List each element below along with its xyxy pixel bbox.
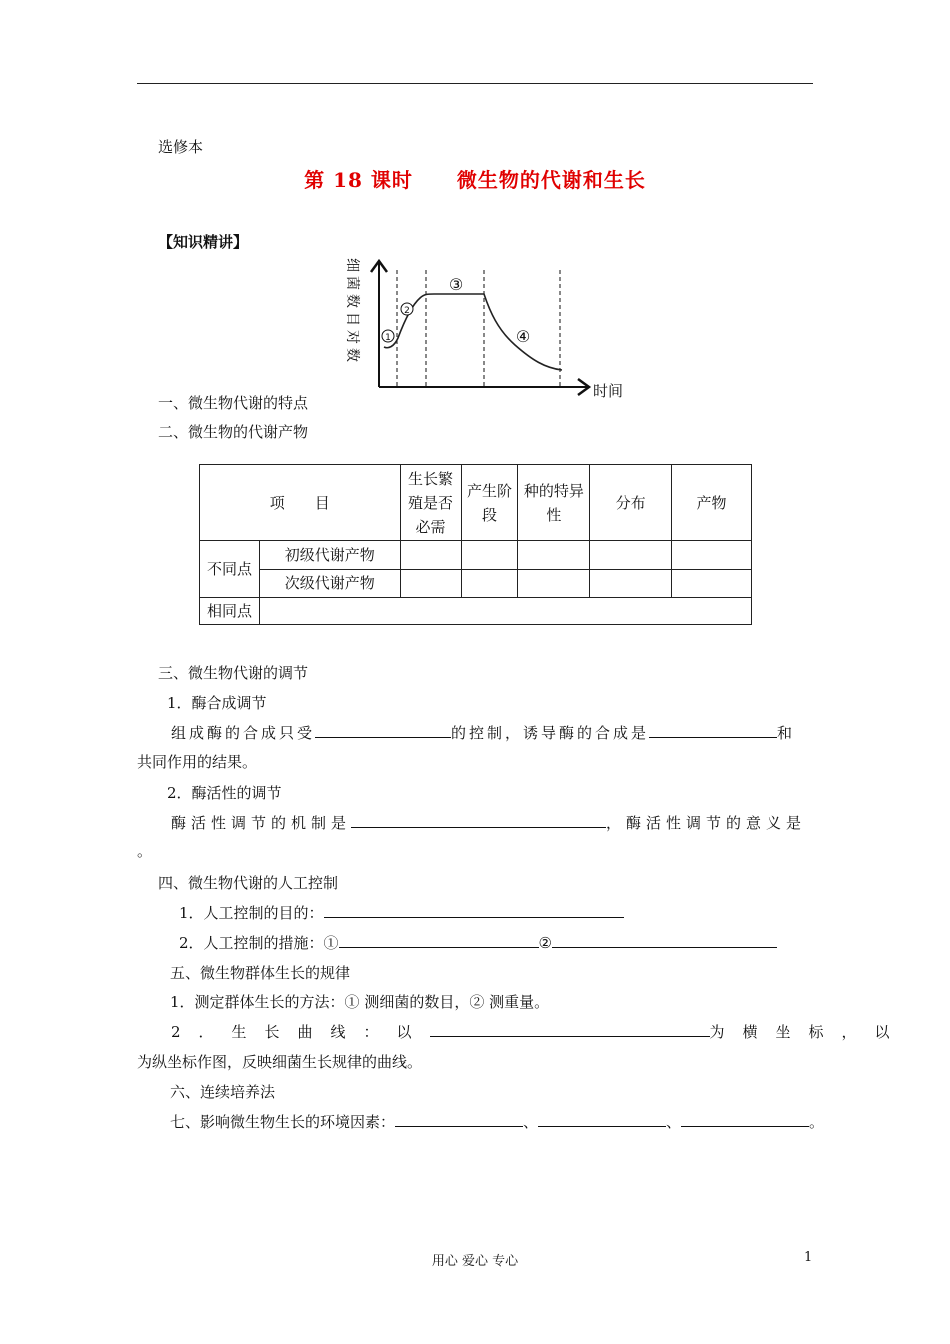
section-3: 三、微生物代谢的调节 xyxy=(158,664,309,682)
answer-blank xyxy=(339,933,539,948)
answer-blank xyxy=(395,1112,523,1127)
s5-para1: 1．测定群体生长的方法：① 测细菌的数目，② 测重量。 xyxy=(170,993,550,1011)
answer-blank xyxy=(552,933,777,948)
growth-curve-diagram xyxy=(340,250,640,400)
cell xyxy=(259,597,751,624)
col-header-stage: 产生阶 段 xyxy=(461,465,518,541)
answer-blank xyxy=(649,723,777,738)
page-number: 1 xyxy=(804,1250,813,1265)
answer-blank xyxy=(681,1112,809,1127)
phase-label-1: 1 xyxy=(385,333,391,343)
col-header-product: 产物 xyxy=(672,465,752,541)
s3-para2-cont: 。 xyxy=(137,842,153,860)
phase-label-4: ④ xyxy=(515,327,531,346)
cell xyxy=(590,541,672,569)
s3-para1-cont: 共同作用的结果。 xyxy=(137,753,258,771)
col-header-necessity: 生长繁 殖是否 必需 xyxy=(400,465,461,541)
section-7: 七、影响微生物生长的环境因素： 、 、 。 xyxy=(170,1113,825,1131)
s3-para2: 酶活性调节的机制是 ，酶活性调节的意义是 xyxy=(171,814,807,832)
col-header-specificity: 种的特异 性 xyxy=(518,465,590,541)
page-title xyxy=(0,164,950,193)
s3-para1: 组成酶的合成只受 的控制，诱导酶的合成是 和 xyxy=(171,724,793,742)
cell xyxy=(400,541,461,569)
x-axis-label: 时间 xyxy=(593,382,624,400)
metabolite-table xyxy=(199,464,752,625)
book-label: 选修本 xyxy=(158,138,204,156)
s5-para2: 2．生长曲线：以 为横坐标，以 xyxy=(171,1023,908,1041)
phase-label-3: ③ xyxy=(448,275,464,294)
s5-para2-cont: 为纵坐标作图，反映细菌生长规律的曲线。 xyxy=(137,1053,423,1071)
row-label-secondary: 次级代谢产物 xyxy=(259,569,400,597)
answer-blank xyxy=(315,723,451,738)
answer-blank xyxy=(430,1022,710,1037)
phase-label-2: 2 xyxy=(404,306,410,316)
cell xyxy=(518,569,590,597)
section-5: 五、微生物群体生长的规律 xyxy=(170,964,351,982)
footer-text: 用心 爱心 专心 xyxy=(431,1254,519,1269)
section-2: 二、微生物的代谢产物 xyxy=(158,423,309,441)
section-heading: 【知识精讲】 xyxy=(158,233,249,251)
s3-sub1: 1．酶合成调节 xyxy=(167,694,267,712)
lesson-topic: 微生物的代谢和生长 xyxy=(456,168,646,192)
lesson-number: 第 18 课时 xyxy=(304,168,413,192)
cell xyxy=(518,541,590,569)
cell xyxy=(461,569,518,597)
cell xyxy=(590,569,672,597)
section-6: 六、连续培养法 xyxy=(170,1083,276,1101)
header-rule xyxy=(137,83,813,84)
row-label-primary: 初级代谢产物 xyxy=(259,541,400,569)
item-header: 项 目 xyxy=(200,465,401,541)
cell xyxy=(400,569,461,597)
section-4: 四、微生物代谢的人工控制 xyxy=(158,874,339,892)
answer-blank xyxy=(324,903,624,918)
col-header-distribution: 分布 xyxy=(590,465,672,541)
s4-q2: 2．人工控制的措施：① ② xyxy=(179,932,777,953)
y-axis-label: 细菌数目对数 xyxy=(344,258,360,366)
cell xyxy=(672,569,752,597)
same-label: 相同点 xyxy=(200,597,260,624)
diff-label: 不同点 xyxy=(200,541,260,597)
answer-blank xyxy=(538,1112,666,1127)
s3-sub2: 2．酶活性的调节 xyxy=(167,784,282,802)
answer-blank xyxy=(351,813,606,828)
cell xyxy=(672,541,752,569)
s4-q1: 1．人工控制的目的： xyxy=(179,902,624,923)
cell xyxy=(461,541,518,569)
section-1: 一、微生物代谢的特点 xyxy=(158,394,309,412)
